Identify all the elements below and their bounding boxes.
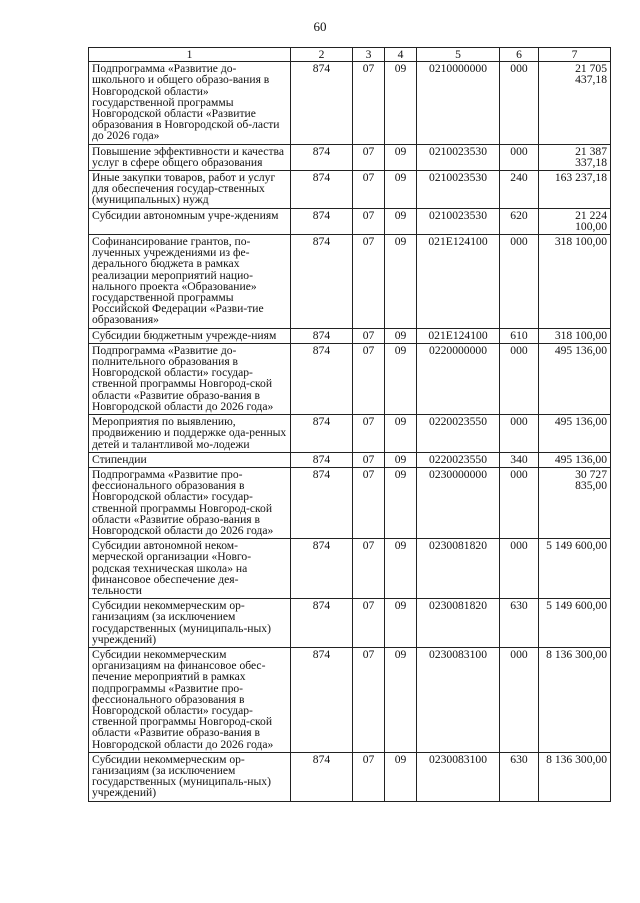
row-name: Субсидии некоммерческим ор-ганизациям (за исключением государственных (муниципаль-ных) учреждений) bbox=[89, 599, 291, 648]
row-code-admin: 874 bbox=[291, 539, 353, 599]
row-code-target: 0220023550 bbox=[417, 415, 500, 453]
row-name: Субсидии автономной неком-мерческой организации «Новго-родская техническая школа» на финансовое обеспечение дея-тельности bbox=[89, 539, 291, 599]
row-amount: 495 136,00 bbox=[539, 452, 611, 467]
row-name: Подпрограмма «Развитие до-школьного и общего образо-вания в Новгородской области» государственной программы Новгородской области «Развитие образования в Новгородской об-ласти до 2026 года» bbox=[89, 62, 291, 144]
row-code-target: 0230083100 bbox=[417, 647, 500, 752]
row-code-section: 07 bbox=[353, 144, 385, 170]
row-code-section: 07 bbox=[353, 752, 385, 801]
column-header: 1 bbox=[89, 48, 291, 62]
row-code-expense-type: 000 bbox=[500, 343, 539, 414]
column-header: 5 bbox=[417, 48, 500, 62]
row-code-subsection: 09 bbox=[385, 208, 417, 234]
row-code-section: 07 bbox=[353, 452, 385, 467]
row-name: Повышение эффективности и качества услуг в сфере общего образования bbox=[89, 144, 291, 170]
row-name: Субсидии некоммерческим ор-ганизациям (за исключением государственных (муниципаль-ных) учреждений) bbox=[89, 752, 291, 801]
row-code-target: 0210023530 bbox=[417, 208, 500, 234]
row-code-admin: 874 bbox=[291, 144, 353, 170]
table-row bbox=[89, 452, 611, 467]
table-row bbox=[89, 328, 611, 343]
row-code-expense-type: 000 bbox=[500, 415, 539, 453]
row-code-target: 0230081820 bbox=[417, 539, 500, 599]
row-name: Софинансирование грантов, по-лученных учреждениями из фе-дерального бюджета в рамках реализации мероприятий нацио-нального проекта «Образование» государственной программы Российской Федерации «Разви-тие образования» bbox=[89, 235, 291, 329]
page-number: 60 bbox=[313, 19, 327, 34]
row-name: Субсидии бюджетным учрежде-ниям bbox=[89, 328, 291, 343]
row-code-target: 021E124100 bbox=[417, 235, 500, 329]
row-code-subsection: 09 bbox=[385, 171, 417, 209]
row-code-expense-type: 000 bbox=[500, 144, 539, 170]
row-name: Мероприятия по выявлению, продвижению и поддержке ода-ренных детей и талантливой мо-лодежи bbox=[89, 415, 291, 453]
row-code-section: 07 bbox=[353, 208, 385, 234]
row-code-target: 0210000000 bbox=[417, 62, 500, 144]
table-row bbox=[89, 415, 611, 453]
row-code-section: 07 bbox=[353, 171, 385, 209]
budget-table bbox=[88, 47, 611, 802]
row-amount: 21 705 437,18 bbox=[539, 62, 611, 144]
row-amount: 163 237,18 bbox=[539, 171, 611, 209]
row-amount: 5 149 600,00 bbox=[539, 539, 611, 599]
row-code-section: 07 bbox=[353, 539, 385, 599]
row-amount: 8 136 300,00 bbox=[539, 752, 611, 801]
row-code-target: 0210023530 bbox=[417, 144, 500, 170]
row-code-expense-type: 630 bbox=[500, 752, 539, 801]
row-code-target: 021E124100 bbox=[417, 328, 500, 343]
row-code-subsection: 09 bbox=[385, 415, 417, 453]
row-code-expense-type: 630 bbox=[500, 599, 539, 648]
row-code-section: 07 bbox=[353, 647, 385, 752]
row-code-admin: 874 bbox=[291, 171, 353, 209]
row-code-admin: 874 bbox=[291, 235, 353, 329]
row-code-expense-type: 610 bbox=[500, 328, 539, 343]
row-amount: 5 149 600,00 bbox=[539, 599, 611, 648]
row-code-section: 07 bbox=[353, 467, 385, 538]
row-code-admin: 874 bbox=[291, 328, 353, 343]
row-amount: 30 727 835,00 bbox=[539, 467, 611, 538]
row-amount: 21 224 100,00 bbox=[539, 208, 611, 234]
row-code-admin: 874 bbox=[291, 415, 353, 453]
table-row bbox=[89, 208, 611, 234]
row-code-section: 07 bbox=[353, 415, 385, 453]
table-header-row bbox=[89, 48, 611, 62]
row-code-target: 0220000000 bbox=[417, 343, 500, 414]
row-code-section: 07 bbox=[353, 62, 385, 144]
row-code-admin: 874 bbox=[291, 208, 353, 234]
row-code-subsection: 09 bbox=[385, 647, 417, 752]
row-code-section: 07 bbox=[353, 599, 385, 648]
row-code-target: 0210023530 bbox=[417, 171, 500, 209]
row-code-admin: 874 bbox=[291, 647, 353, 752]
column-header: 2 bbox=[291, 48, 353, 62]
row-code-section: 07 bbox=[353, 343, 385, 414]
row-code-subsection: 09 bbox=[385, 599, 417, 648]
table-row bbox=[89, 62, 611, 144]
row-code-admin: 874 bbox=[291, 62, 353, 144]
table-row bbox=[89, 343, 611, 414]
row-name: Субсидии некоммерческим организациям на финансовое обес-печение мероприятий в рамках подпрограммы «Развитие про-фессионального образования в Новгородской области» государ-ственной программы Новгород-ской области «Развитие образо-вания в Новгородской области до 2026 года» bbox=[89, 647, 291, 752]
table-row bbox=[89, 235, 611, 329]
row-code-expense-type: 340 bbox=[500, 452, 539, 467]
row-amount: 8 136 300,00 bbox=[539, 647, 611, 752]
table-row bbox=[89, 467, 611, 538]
row-code-target: 0230000000 bbox=[417, 467, 500, 538]
row-code-expense-type: 620 bbox=[500, 208, 539, 234]
table-row bbox=[89, 752, 611, 801]
row-code-expense-type: 240 bbox=[500, 171, 539, 209]
row-code-target: 0230083100 bbox=[417, 752, 500, 801]
row-code-subsection: 09 bbox=[385, 343, 417, 414]
row-name: Подпрограмма «Развитие до-полнительного образования в Новгородской области» государ-ственной программы Новгород-ской области «Развитие образо-вания в Новгородской области до 2026 года» bbox=[89, 343, 291, 414]
row-amount: 21 387 337,18 bbox=[539, 144, 611, 170]
row-amount: 495 136,00 bbox=[539, 343, 611, 414]
row-code-section: 07 bbox=[353, 328, 385, 343]
row-amount: 318 100,00 bbox=[539, 328, 611, 343]
row-name: Субсидии автономным учре-ждениям bbox=[89, 208, 291, 234]
table-row bbox=[89, 144, 611, 170]
row-code-admin: 874 bbox=[291, 467, 353, 538]
row-name: Стипендии bbox=[89, 452, 291, 467]
row-code-target: 0230081820 bbox=[417, 599, 500, 648]
row-code-subsection: 09 bbox=[385, 539, 417, 599]
row-name: Иные закупки товаров, работ и услуг для обеспечения государ-ственных (муниципальных) нужд bbox=[89, 171, 291, 209]
column-header: 4 bbox=[385, 48, 417, 62]
table-row bbox=[89, 647, 611, 752]
row-code-subsection: 09 bbox=[385, 452, 417, 467]
row-amount: 318 100,00 bbox=[539, 235, 611, 329]
row-code-admin: 874 bbox=[291, 599, 353, 648]
row-code-admin: 874 bbox=[291, 343, 353, 414]
table-row bbox=[89, 171, 611, 209]
column-header: 3 bbox=[353, 48, 385, 62]
row-code-expense-type: 000 bbox=[500, 647, 539, 752]
row-code-subsection: 09 bbox=[385, 752, 417, 801]
row-code-expense-type: 000 bbox=[500, 467, 539, 538]
row-code-section: 07 bbox=[353, 235, 385, 329]
row-code-subsection: 09 bbox=[385, 467, 417, 538]
row-code-subsection: 09 bbox=[385, 235, 417, 329]
row-code-expense-type: 000 bbox=[500, 62, 539, 144]
row-name: Подпрограмма «Развитие про-фессионального образования в Новгородской области» государ-ственной программы Новгород-ской области «Развитие образо-вания в Новгородской области до 2026 года» bbox=[89, 467, 291, 538]
row-code-subsection: 09 bbox=[385, 144, 417, 170]
row-code-subsection: 09 bbox=[385, 62, 417, 144]
column-header: 7 bbox=[539, 48, 611, 62]
row-code-admin: 874 bbox=[291, 752, 353, 801]
row-code-expense-type: 000 bbox=[500, 235, 539, 329]
row-code-target: 0220023550 bbox=[417, 452, 500, 467]
row-amount: 495 136,00 bbox=[539, 415, 611, 453]
row-code-admin: 874 bbox=[291, 452, 353, 467]
column-header: 6 bbox=[500, 48, 539, 62]
table-row bbox=[89, 539, 611, 599]
table-row bbox=[89, 599, 611, 648]
row-code-subsection: 09 bbox=[385, 328, 417, 343]
row-code-expense-type: 000 bbox=[500, 539, 539, 599]
